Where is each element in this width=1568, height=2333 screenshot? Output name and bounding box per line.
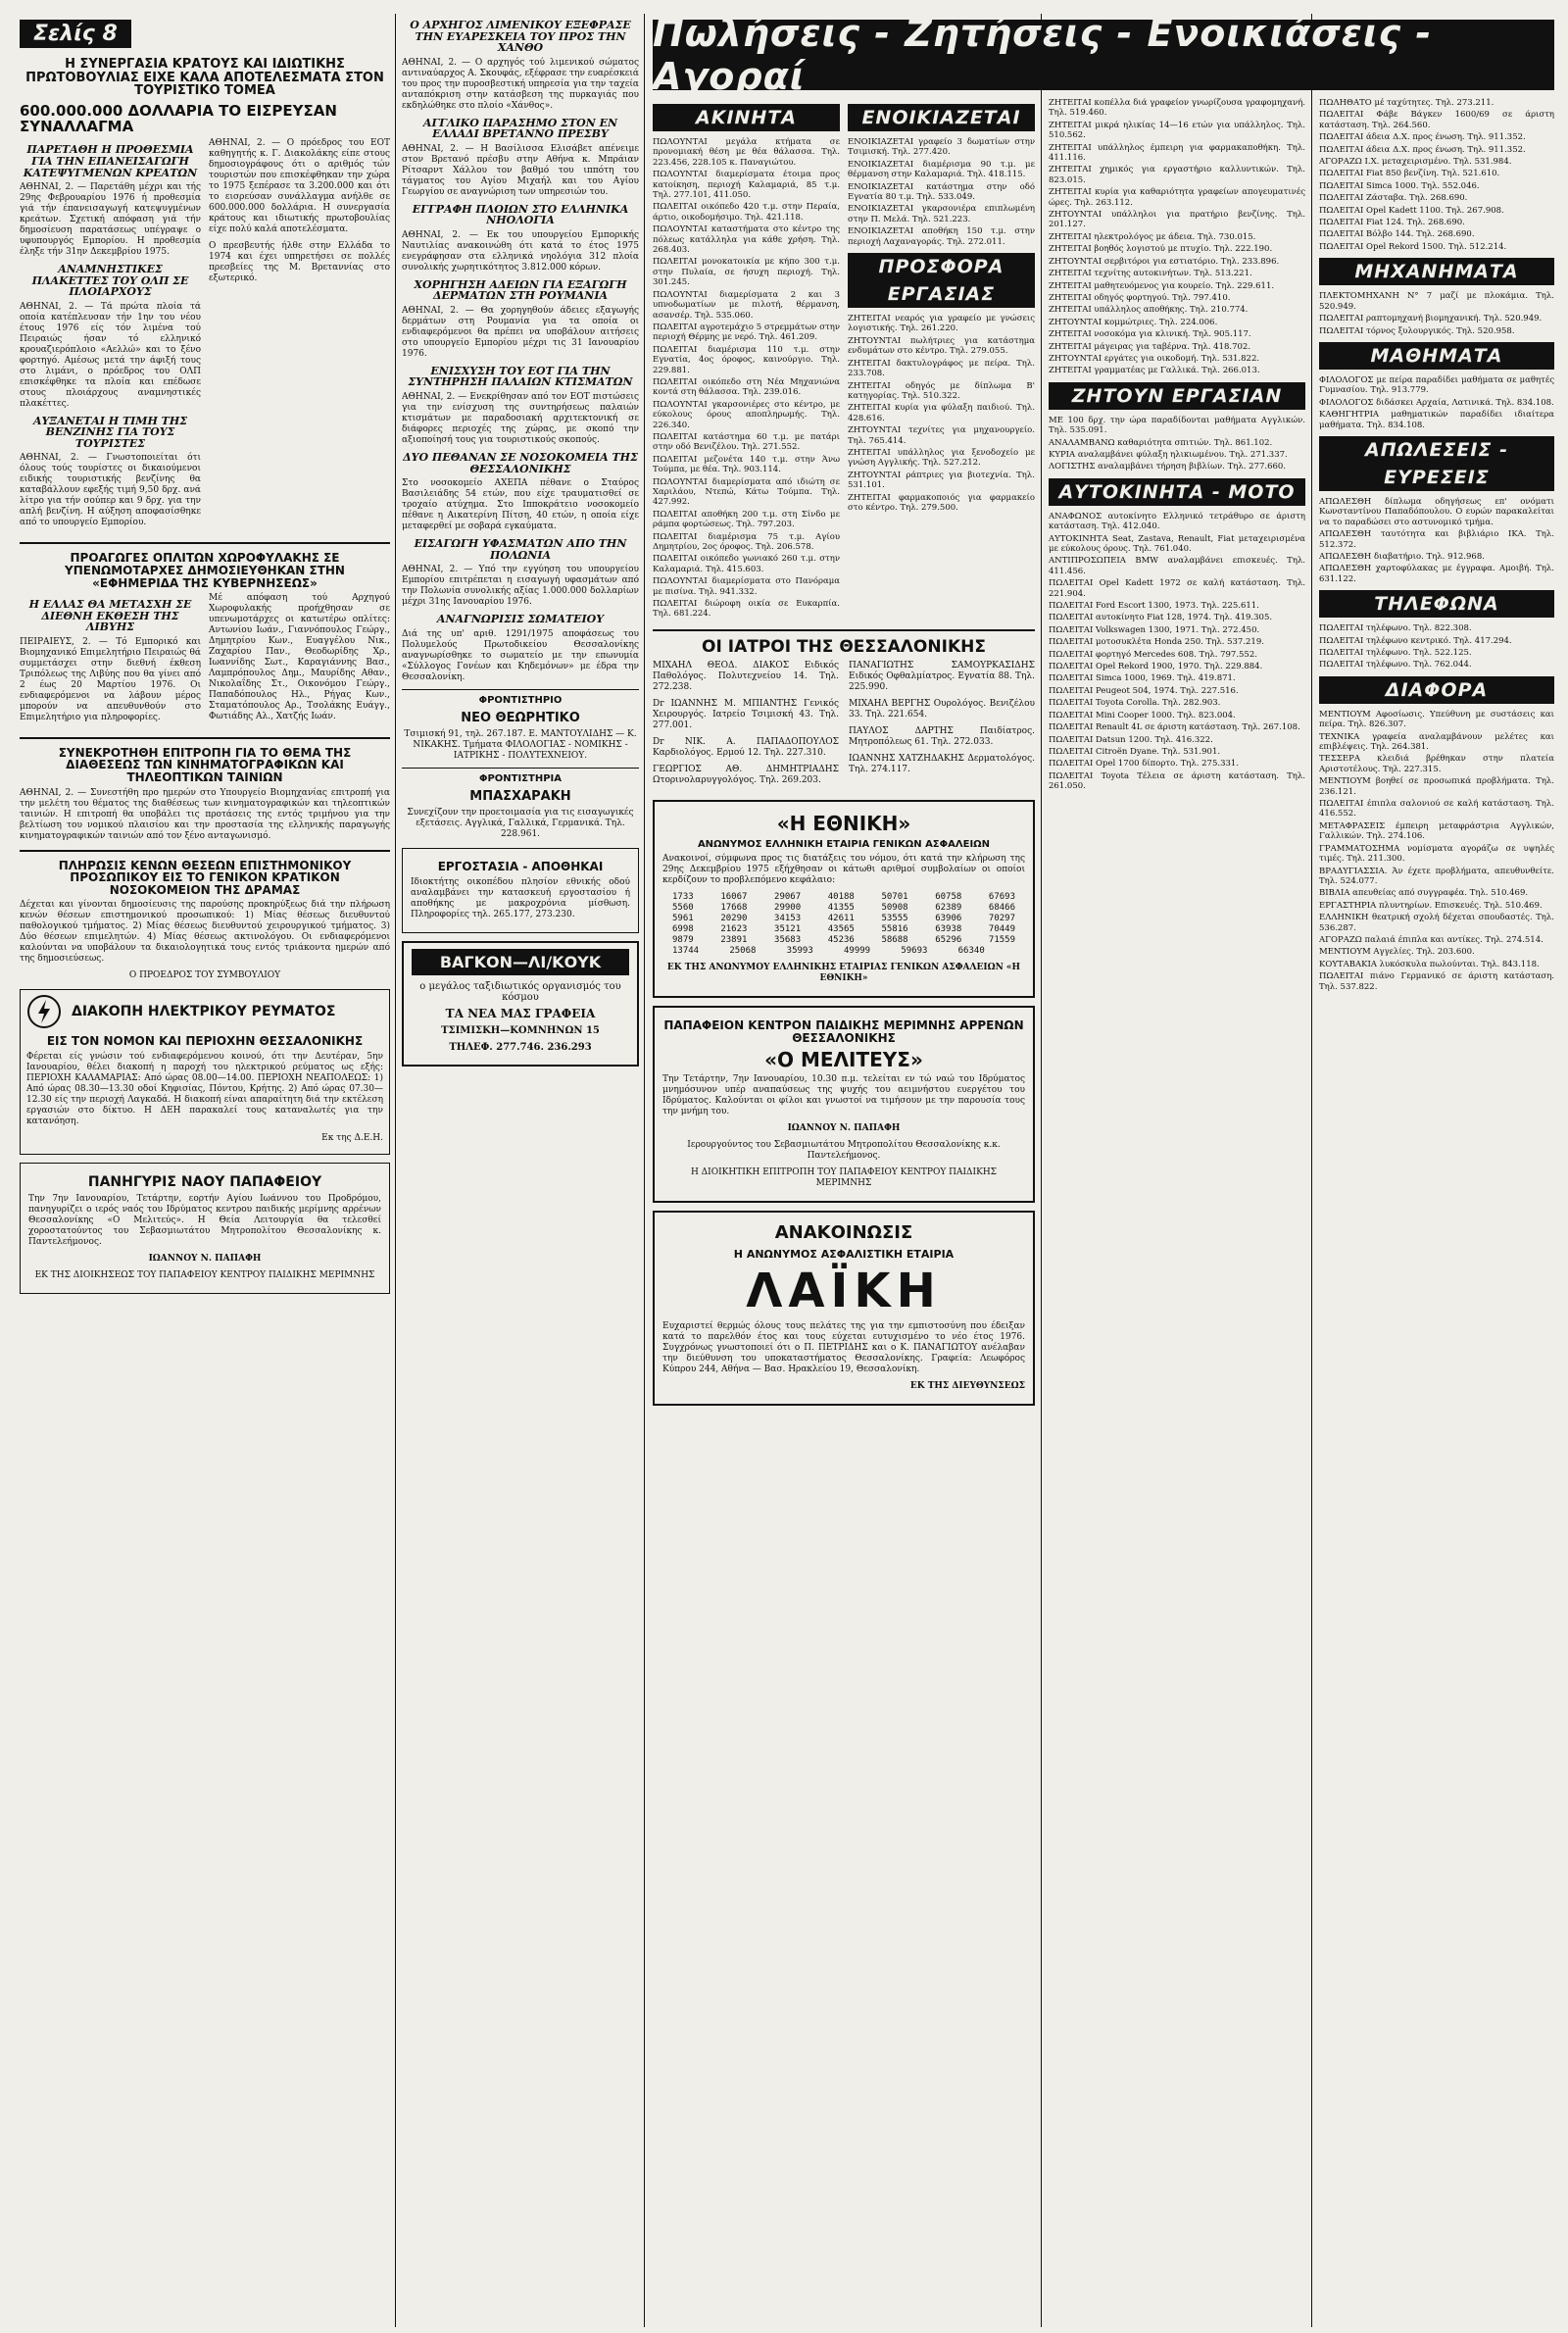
classified-ad: ΜΕΝΤΙΟΥΜ Αγγελίες. Τηλ. 203.600. [1319,947,1475,958]
classified-ad: ΠΩΛΗΘΑΤΟ μέ ταχύτητες. Τηλ. 273.211. [1319,98,1494,108]
section-header-rentals: ΕΝΟΙΚΙΑΖΕΤΑΙ [848,104,1035,131]
classified-ad: ΖΗΤΕΙΤΑΙ κυρία για φύλαξη παιδιού. Τηλ. 428.616. [848,403,1035,423]
divider [20,850,390,852]
headline-hospital-deaths: ΔΥΟ ΠΕΘΑΝΑΝ ΣΕ ΝΟΣΟΚΟΜΕΙΑ ΤΗΣ ΘΕΣΣΑΛΟΝΙΚΗΣ [403,451,638,475]
doctors-list-left [653,661,839,792]
classified-ad: ΠΩΛΕΙΤΑΙ Citroën Dyane. Τηλ. 531.901. [1049,746,1221,757]
classified-ad: ΠΩΛΕΙΤΑΙ Volkswagen 1300, 1971. Τηλ. 272.450. [1049,624,1260,635]
draw-number: 6998 [672,924,694,935]
classified-ad: ΠΩΛΟΥΝΤΑΙ διαμερίσματα στο Πανόραμα με πισίνα. Τηλ. 941.332. [653,576,840,597]
classified-ad: ΑΠΩΛΕΣΘΗ ταυτότητα και βιβλιάριο ΙΚΑ. Τηλ. 512.372. [1319,529,1554,550]
classified-ad: ΠΩΛΕΙΤΑΙ πιάνο Γερμανικό σε άριστη κατάσταση. Τηλ. 537.822. [1319,971,1554,992]
classified-ad: ΠΩΛΕΙΤΑΙ τόρνος ξυλουργικός. Τηλ. 520.958. [1319,325,1515,336]
classified-ad: ΖΗΤΕΙΤΑΙ κοπέλλα διά γραφείον γνωρίζουσα γραφομηχανή. Τηλ. 519.460. [1049,98,1305,119]
classified-ad: ΠΩΛΕΙΤΑΙ μεζονέτα 140 τ.μ. στην Άνω Τούμπα, με θέα. Τηλ. 903.114. [653,454,840,475]
classified-ad: ΤΕΣΣΕΡΑ κλειδιά βρέθηκαν στην πλατεία Αριστοτέλους. Τηλ. 227.315. [1319,754,1554,774]
classified-ad: ΜΕΤΑΦΡΑΣΕΙΣ έμπειρη μεταφράστρια Αγγλικών, Γαλλικών. Τηλ. 274.106. [1319,820,1554,842]
draw-number: 17668 [720,903,748,914]
classified-ad: ΠΩΛΕΙΤΑΙ Datsun 1200. Τηλ. 416.322. [1049,734,1213,745]
classified-ad: ΦΙΛΟΛΟΓΟΣ διδάσκει Αρχαία, Λατινικά. Τηλ. 834.108. [1319,397,1554,408]
classified-ad: ΖΗΤΕΙΤΑΙ οδηγός φορτηγού. Τηλ. 797.410. [1049,292,1231,303]
article-police-promotions: Μέ απόφαση τού Αρχηγού Χωροφυλακής προήχθησαν σε υπενωμοτάρχες οι κατωτέρω οπλίτες: Αντωνίου Ιωάν., Γιαννόπουλος Γεώργ., Δημητρίου Κων., Ευαγγέλου Νικ., Ζαχαρίου Παν., Θεοδωρίδης Χρ., Ιωαννίδης Σωτ., Καραγιάννης Βασ., Λαμπρόπουλος Δημ., Μαυρίδης Αθαν., Νικολαΐδης Στ., Οικονόμου Γεώργ., Παπαδόπουλος Ηλ., Ρήγας Κων., Σταματόπουλος Αρ., Τσολάκης Ευάγγ., Φωτιάδης Αλ., Χατζής Ιωάν. [209,593,390,722]
draw-number: 35121 [774,924,802,935]
classified-ad: ΙΩΑΝΝΗΣ ΧΑΤΖΗΔΑΚΗΣ Δερματολόγος. Τηλ. 274.117. [849,753,1035,774]
classified-ad: ΠΩΛΕΙΤΑΙ Fiat 850 βενζίνη. Τηλ. 521.610. [1319,169,1500,179]
classified-ad: ΑΠΩΛΕΣΘΗ δίπλωμα οδηγήσεως επ' ονόματι Κωνσταντίνου Παπαδόπουλου. Ο ευρών παρακαλείται να το παραδώσει στο αστυνομικό τμήμα. [1319,496,1554,527]
classified-ad: ΠΩΛΕΙΤΑΙ έπιπλα σαλονιού σε καλή κατάσταση. Τηλ. 416.552. [1319,799,1554,819]
column-news-2 [402,14,639,2319]
tutoring-2-label: ΦΡΟΝΤΙΣΤΗΡΙΑ [478,772,563,784]
classified-ad: ΠΩΛΕΙΤΑΙ Simca 1000. Τηλ. 552.046. [1319,180,1480,191]
classified-ad: ΠΩΛΕΙΤΑΙ τηλέφωνο. Τηλ. 522.125. [1319,648,1472,658]
classified-ad: ΚΥΡΙΑ αναλαμβάνει φύλαξη ηλικιωμένου. Τηλ. 271.337. [1049,449,1288,460]
classified-ad: ΖΗΤΕΙΤΑΙ κυρία για καθαριότητα γραφείων απογευματινές ώρες. Τηλ. 263.112. [1049,187,1305,208]
classified-ad: ΠΩΛΟΥΝΤΑΙ διαμερίσματα έτοιμα προς κατοίκηση, περιοχή Καλαμαριά, 85 τ.μ. Τηλ. 277.101, 411.050. [653,170,840,201]
laiki-body: Ευχαριστεί θερμώς όλους τους πελάτες της για την εμπιστοσύνη που έδειξαν κατά το παρελθόν έτος και τους εύχεται ευτυχισμένο το νέο έτος 1976. Συγχρόνως γνωστοποιεί ότι ο Π. ΠΕΤΡΙΔΗΣ και ο Κ. ΠΑΝΑΓΙΩΤΟΥ ανέλαβαν την διεύθυνση του υποκαταστήματος Θεσσαλονίκης. Γραφεία: Λεωφόρος Κύπρου 244, Αθήνα — Βασ. Ηρακλείου 19, Θεσσαλονίκη. [662,1321,1025,1375]
draw-number: 66340 [957,946,985,957]
draw-number: 35683 [774,935,802,946]
classified-ad: ΑΝΤΙΠΡΟΣΩΠΕΙΑ BMW αναλαμβάνει επισκευές. Τηλ. 411.456. [1049,556,1305,576]
classified-ad: ΠΩΛΕΙΤΑΙ Renault 4L σε άριστη κατάσταση. Τηλ. 267.108. [1049,722,1300,733]
classified-ad: ΖΗΤΟΥΝΤΑΙ εργάτες για οικοδομή. Τηλ. 531.822. [1049,353,1260,364]
classified-ad: ΠΩΛΕΙΤΑΙ Peugeot 504, 1974. Τηλ. 227.516. [1049,685,1239,696]
papafeio-memorial-footer: Η ΔΙΟΙΚΗΤΙΚΗ ΕΠΙΤΡΟΠΗ ΤΟΥ ΠΑΠΑΦΕΙΟΥ ΚΕΝΤΡΟΥ ΠΑΙΔΙΚΗΣ ΜΕΡΙΜΝΗΣ [690,1167,998,1189]
laiki-sign: ΕΚ ΤΗΣ ΔΙΕΥΘΥΝΣΕΩΣ [909,1381,1025,1392]
section-header-seeking-work: ΖΗΤΟΥΝ ΕΡΓΑΣΙΑΝ [1049,382,1305,410]
classified-ad: ΜΕΝΤΙΟΥΜ βοηθεί σε προσωπικά προβλήματα. Τηλ. 236.121. [1319,776,1554,797]
classified-ad: ΖΗΤΟΥΝΤΑΙ σερβιτόροι για εστιατόριο. Τηλ. 233.896. [1049,256,1280,267]
doctors-list-right [849,661,1035,792]
classified-ad: ΖΗΤΕΙΤΑΙ υπάλληλος για ξενοδοχείο με γνώση Αγγλικής. Τηλ. 527.212. [848,447,1035,469]
draw-number: 23891 [720,935,748,946]
column-classifieds-1 [653,98,1035,2319]
classified-ad: ΠΩΛΟΥΝΤΑΙ καταστήματα στο κέντρο της πόλεως κατάλληλα για κάθε χρήση. Τηλ. 268.403. [653,224,840,256]
laiki-heading: ΑΝΑΚΟΙΝΩΣΙΣ [774,1222,913,1244]
classified-ad: ΠΩΛΕΙΤΑΙ οικόπεδο γωνιακό 260 τ.μ. στην Καλαμαριά. Τηλ. 415.603. [653,554,840,574]
headline-poland-fabrics: ΕΙΣΑΓΩΓΗ ΥΦΑΣΜΑΤΩΝ ΑΠΟ ΤΗΝ ΠΟΛΩΝΙΑ [414,537,627,562]
classified-ad: ΖΗΤΕΙΤΑΙ οδηγός με δίπλωμα Β' κατηγορίας. Τηλ. 510.322. [848,380,1035,401]
headline-british-ambassador: ΑΓΓΛΙΚΟ ΠΑΡΑΣΗΜΟ ΣΤΟΝ ΕΝ ΕΛΛΑΔΙ ΒΡΕΤΑΝΝΟ ΠΡΕΣΒΥ [422,116,618,141]
classifieds-realestate [653,98,840,621]
classified-ad: ΑΝΑΦΩΝΟΣ αυτοκίνητο Ελληνικό τετράθυρο σε άριστη κατάσταση. Τηλ. 412.040. [1049,511,1305,532]
classified-ad: ΕΝΟΙΚΙΑΖΕΤΑΙ κατάστημα στην οδό Εγνατία 80 τ.μ. Τηλ. 533.049. [848,181,1035,203]
classified-ad: ΠΩΛΕΙΤΑΙ Βόλβο 144. Τηλ. 268.690. [1319,229,1475,240]
classified-ad: ΠΛΕΚΤΟΜΗΧΑΝΗ Ν° 7 μαζί με πλοκάμια. Τηλ. 520.949. [1319,291,1554,312]
deh-notice-body: Φέρεται είς γνώσιν τού ενδιαφερόμενου κοινού, ότι την Δευτέραν, 5ην Ιανουαρίου, θέλει διακοπή η παροχή του ηλεκτρικού ρεύματος ως εξής: ΠΕΡΙΟΧΗ ΚΑΛΑΜΑΡΙΑΣ: Από ώρας 08.00—14.00. ΠΕΡΙΟΧΗ ΝΕΑΠΟΛΕΩΣ: 1) Από ώρας 08.30—13.30 οδοί Κηφισίας, Πόντου, Κρήτης. 2) Από ώρας 07.30—12.30 είς την περιοχή Λαγκαδά. Η διακοπή είναι απαραίτητη διά την εκτέλεση εργασιών στο δίκτυο. Η ΔΕΗ παρακαλεί τους καταναλωτές για την κατανόηση. [26,1051,383,1126]
article-eot-tourism-cont: Ο πρεσβευτής ήλθε στην Ελλάδα το 1974 και έχει υπηρετήσει σε πολλές πρεσβείες της Μ. Βρεταννίας στο εξωτερικό. [209,241,390,284]
classified-ad: ΑΝΑΛΑΜΒΑΝΩ καθαριότητα σπιτιών. Τηλ. 861.102. [1049,437,1273,448]
draw-number: 60758 [935,892,962,903]
classified-ad: ΖΗΤΕΙΤΑΙ μικρά ηλικίας 14—16 ετών για υπάλληλος. Τηλ. 510.562. [1049,120,1305,141]
section-header-misc: ΔΙΑΦΟΡΑ [1319,676,1554,704]
draw-number: 67693 [988,892,1015,903]
tutoring-1-name: ΝΕΟ ΘΕΩΡΗΤΙΚΟ [461,711,580,726]
wagons-lits-title: ΒΑΓΚΟΝ—ΛΙ/ΚΟΥΚ [412,949,629,975]
page-label-text: Σελίς 8 [33,22,118,46]
classified-ad: ΠΩΛΕΙΤΑΙ άδεια Δ.Χ. προς ένωση. Τηλ. 911.352. [1319,144,1526,155]
ethniki-sign: ΕΚ ΤΗΣ ΑΝΩΝΥΜΟΥ ΕΛΛΗΝΙΚΗΣ ΕΤΑΙΡΙΑΣ ΓΕΝΙΚΩΝ ΑΣΦΑΛΕΙΩΝ «Η ΕΘΝΙΚΗ» [666,963,1021,984]
headline-libya-expo: Η ΕΛΛΑΣ ΘΑ ΜΕΤΑΣΧΗ ΣΕ ΔΙΕΘΝΗ ΕΚΘΕΣΗ ΤΗΣ ΛΙΒΥΗΣ [28,598,192,634]
deh-notice-subtitle: ΕΙΣ ΤΟΝ ΝΟΜΟΝ ΚΑΙ ΠΕΡΙΟΧΗΝ ΘΕΣΣΑΛΟΝΙΚΗΣ [46,1034,364,1049]
tutoring-1-body: Τσιμισκή 91, τηλ. 267.187. Ε. ΜΑΝΤΟΥΛΙΔΗΣ — Κ. ΝΙΚΑΚΗΣ. Τμήματα ΦΙΛΟΛΟΓΙΑΣ - ΝΟΜΙΚΗΣ - ΙΑΤΡΙΚΗΣ - ΠΟΛΥΤΕΧΝΕΙΟΥ. [404,728,637,761]
draw-number: 65296 [935,935,962,946]
classified-ad: ΠΩΛΕΙΤΑΙ Opel Kadett 1972 σε καλή κατάσταση. Τηλ. 221.904. [1049,578,1305,599]
draw-number: 45236 [827,935,855,946]
classified-ad: ΓΡΑΜΜΑΤΟΣΗΜΑ νομίσματα αγοράζω σε υψηλές τιμές. Τηλ. 211.300. [1319,843,1554,865]
draw-numbers-row [662,892,1025,903]
classified-ad: ΓΕΩΡΓΙΟΣ ΑΘ. ΔΗΜΗΤΡΙΑΔΗΣ Ωτορινολαρυγγολόγος. Τηλ. 269.203. [653,764,839,785]
classified-ad: ΠΩΛΕΙΤΑΙ τηλέφωνο κεντρικό. Τηλ. 417.294. [1319,635,1512,646]
classified-ad: ΑΓΟΡΑΖΩ παλαιά έπιπλα και αντίκες. Τηλ. 274.514. [1319,934,1544,945]
classified-ad: ΠΩΛΕΙΤΑΙ Opel Rekord 1900, 1970. Τηλ. 229.884. [1049,662,1263,672]
draw-number: 20290 [720,914,748,924]
papafeio-feast-sign: ΙΩΑΝΝΟΥ Ν. ΠΑΠΑΦΗ [148,1253,262,1264]
draw-number: 70297 [988,914,1015,924]
classified-ad: ΠΩΛΕΙΤΑΙ διώροφη οικία σε Ευκαρπία. Τηλ. 681.224. [653,599,840,620]
draw-numbers-row [662,903,1025,914]
classified-ad: ΠΑΝΑΓΙΩΤΗΣ ΣΑΜΟΥΡΚΑΣΙΔΗΣ Ειδικός Οφθαλμίατρος. Εγνατία 88. Τηλ. 225.990. [849,660,1035,692]
column-classifieds-3 [1319,98,1554,2319]
papafeio-feast-footer: ΕΚ ΤΗΣ ΔΙΟΙΚΗΣΕΩΣ ΤΟΥ ΠΑΠΑΦΕΙΟΥ ΚΕΝΤΡΟΥ ΠΑΙΔΙΚΗΣ ΜΕΡΙΜΝΗΣ [34,1269,375,1280]
article-ship-registry: ΑΘΗΝΑΙ, 2. — Εκ του υπουργείου Εμπορικής Ναυτιλίας ανακοινώθη ότι κατά το έτος 1975 ενεγράφησαν στα ελληνικά νηολόγια 312 πλοία συνολικής χωρητικότητος 3.812.000 κόρων. [402,229,639,273]
classified-ad: ΠΩΛΕΙΤΑΙ Ζάσταβα. Τηλ. 268.690. [1319,193,1468,204]
classified-ad: ΖΗΤΟΥΝΤΑΙ υπάλληλοι για πρατήριο βενζίνης. Τηλ. 201.127. [1049,210,1305,230]
classified-ad: ΠΩΛΕΙΤΑΙ διαμέρισμα 110 τ.μ. στην Εγνατία, 4ος όροφος, καινούργιο. Τηλ. 229.881. [653,344,840,375]
section-header-real-estate: ΑΚΙΝΗΤΑ [653,104,840,131]
classified-ad: ΕΝΟΙΚΙΑΖΕΤΑΙ γραφείο 3 δωματίων στην Τσιμισκή. Τηλ. 277.420. [848,137,1035,158]
tutoring-1-label: ΦΡΟΝΤΙΣΤΗΡΙΟ [478,694,563,706]
headline-petrol-price: ΑΥΞΑΝΕΤΑΙ Η ΤΙΜΗ ΤΗΣ ΒΕΝΖΙΝΗΣ ΓΙΑ ΤΟΥΣ ΤΟΥΡΙΣΤΕΣ [32,414,188,450]
classified-ad: ΠΩΛΕΙΤΑΙ Fiat 124. Τηλ. 268.690. [1319,218,1465,228]
classified-ad: ΖΗΤΕΙΤΑΙ νεαρός για γραφείο με γνώσεις λογιστικής. Τηλ. 261.220. [848,314,1035,334]
classified-ad: ΠΩΛΕΙΤΑΙ άδεια Δ.Χ. προς ένωση. Τηλ. 911.352. [1319,132,1526,143]
article-drama-hospital: Δέχεται και γίνονται δημοσίευσις της παρούσης προκηρύξεως διά την πλήρωση κενών θέσεων επιστημονικού προσωπικού: 1) Μίας θέσεως διευθυντού παθολογικού τμήματος. 2) Μίας θέσεως διευθυντού χειρουργικού τμήματος. 3) Δύο θέσεων επιμελητών. 4) Μίας θέσεως ακτινολόγου. Οι ενδιαφερόμενοι καλούνται να υποβάλουν τα δικαιολογητικά τους εντός τριάκοντα ημερών από της δημοσιεύσεως. [20,900,390,965]
ethniki-draw-numbers [662,892,1025,957]
ethniki-insurance-notice [653,800,1035,999]
papafeio-memorial-title: ΠΑΠΑΦΕΙΟΝ ΚΕΝΤΡΟΝ ΠΑΙΔΙΚΗΣ ΜΕΡΙΜΝΗΣ ΑΡΡΕΝΩΝ ΘΕΣΣΑΛΟΝΙΚΗΣ [663,1018,1024,1045]
classified-ad: ΠΩΛΕΙΤΑΙ οικόπεδο στη Νέα Μηχανιώνα κοντά στη θάλασσα. Τηλ. 239.016. [653,376,840,398]
divider [653,629,1035,631]
draw-number: 35993 [786,946,813,957]
ad-list-seeking-work [1049,416,1305,472]
classified-ad: ΖΗΤΕΙΤΑΙ μαθητευόμενος για κουρείο. Τηλ. 229.611. [1049,280,1275,291]
draw-number: 63906 [935,914,962,924]
classified-ad: ΠΩΛΟΥΝΤΑΙ διαμερίσματα 2 και 3 υπνοδωματίων με πιλοτή, θέρμανση, ασανσέρ. Τηλ. 535.060. [653,289,840,321]
article-frozen-meat: ΑΘΗΝΑΙ, 2. — Παρετάθη μέχρι και τής 29ης Φεβρουαρίου 1976 ή προθεσμία γιά τήν έπανεισαγωγή κατεψυγμένων κρεάτων. Σχετική απόφαση γιά τήν δημοσίευση παρατάσεως υπέγραψε ο υφυπουργός Εμπορίου. Η προθεσμία έληξε τήν 31ην Δεκεμβρίου 1975. [20,182,201,258]
ad-list-real-estate [653,137,840,620]
classified-ad: ΠΩΛΕΙΤΑΙ οικόπεδο 420 τ.μ. στην Περαία, άρτιο, οικοδομήσιμο. Τηλ. 421.118. [653,202,840,223]
signature-hospital: Ο ΠΡΟΕΔΡΟΣ ΤΟΥ ΣΥΜΒΟΥΛΙΟΥ [128,970,281,981]
classified-ad: ΖΗΤΟΥΝΤΑΙ πωλήτριες για κατάστημα ενδυμάτων στο κέντρο. Τηλ. 279.055. [848,335,1035,357]
draw-number: 49999 [843,946,871,957]
classified-ad: ΠΑΥΛΟΣ ΔΑΡΤΗΣ Παιδίατρος. Μητροπόλεως 61. Τηλ. 272.033. [849,725,1035,747]
draw-number: 50701 [881,892,908,903]
factories-ad [402,848,639,933]
papafeio-feast-body: Την 7ην Ιανουαρίου, Τετάρτην, εορτήν Αγίου Ιωάννου του Προδρόμου, πανηγυρίζει ο ιερός ναός του Ιδρύματος κεντρου παιδικής μερίμνης αρρένων Θεσσαλονίκης «Ο Μελιτεύς». Η Θεία Λειτουργία θα τελεσθεί χοροστατούντος του Σεβασμιωτάτου Μητροπολίτου Θεσσαλονίκης κ. Παντελεήμονος. [28,1193,381,1247]
headline-association: ΑΝΑΓΝΩΡΙΣΙΣ ΣΩΜΑΤΕΙΟΥ [436,613,605,626]
draw-number: 34153 [774,914,802,924]
headline-ship-registry: ΕΓΓΡΑΦΗ ΠΛΟΙΩΝ ΣΤΟ ΕΛΛΗΝΙΚΑ ΝΗΟΛΟΓΙΑ [412,202,629,227]
classified-ad: ΠΩΛΕΙΤΑΙ μοτοσυκλέτα Honda 250. Τηλ. 537.219. [1049,637,1264,648]
article-olp-plaques: ΑΘΗΝΑΙ, 2. — Τά πρώτα πλοία τά οποία κατέπλευσαν τήν 1ην του νέου έτους 1976 είς τόν λιμένα τού Πειραιώς ήσαν τό ελληνικό κρουαζιερόπλοιο «Αελλώ» και το ξένο φορτηγό. Αμέσως μετά την άφιξή τους στο λιμάνι, ο πρόεδρος του ΟΛΠ επισκέφθηκε τα πλοία και επέδωσε στους πλοιάρχους αναμνηστικές πλακέττες. [20,301,201,409]
classified-ad: ΠΩΛΕΙΤΑΙ φορτηγό Mercedes 608. Τηλ. 797.552. [1049,649,1257,660]
classified-ad: Dr ΝΙΚ. Α. ΠΑΠΑΔΟΠΟΥΛΟΣ Καρδιολόγος. Ερμού 12. Τηλ. 227.310. [653,736,839,758]
wagons-lits-ad [402,941,639,1067]
headline-tourism-sub: 600.000.000 ΔΟΛΛΑΡΙΑ ΤΟ ΕΙΣΡΕΥΣΑΝ ΣΥΝΑΛΛΑΓΜΑ [20,101,337,135]
tutoring-2-name: ΜΠΑΣΧΑΡΑΚΗ [469,789,571,805]
classified-ad: ΖΗΤΟΥΝΤΑΙ ράπτριες για βιοτεχνία. Τηλ. 531.101. [848,470,1035,491]
draw-number: 5961 [672,914,694,924]
deh-notice-sign: Εκ της Δ.Ε.Η. [321,1132,383,1143]
classified-ad: ΕΛΛΗΝΙΚΗ θεατρική σχολή δέχεται σπουδαστές. Τηλ. 536.287. [1319,913,1554,933]
classified-ad: ΖΗΤΟΥΝΤΑΙ κομμώτριες. Τηλ. 224.006. [1049,317,1218,327]
papafeio-feast-notice [20,1163,390,1294]
draw-number: 1733 [672,892,694,903]
ad-list-job-offers [848,314,1035,513]
classified-ad: ΠΩΛΕΙΤΑΙ ραπτομηχανή βιομηχανική. Τηλ. 520.949. [1319,314,1543,324]
draw-number: 70449 [988,924,1015,935]
classified-ad: ΠΩΛΕΙΤΑΙ κατάστημα 60 τ.μ. με πατάρι στην οδό Βενιζέλου. Τηλ. 271.552. [653,431,840,453]
column-rule [644,14,645,2327]
draw-number: 42611 [827,914,855,924]
article-film-committee: ΑΘΗΝΑΙ, 2. — Συνεστήθη προ ημερών στο Υπουργείο Βιομηχανίας επιτροπή για την μελέτη του θέματος της διαθέσεως των κινηματογραφικών και τηλεοπτικών ταινιών. Η επιτροπή θα υποβάλει τις προτάσεις της εντός τριμήνου για την βελτίωση του νομικού πλαισίου και την προστασία της ελληνικής παραγωγής κινηματογραφικών ταινιών από τον ξένο ανταγωνισμό. [20,787,390,841]
draw-number: 71559 [988,935,1015,946]
classified-ad: ΖΗΤΕΙΤΑΙ βοηθός λογιστού με πτυχίο. Τηλ. 222.190. [1049,244,1273,255]
wagons-lits-offices: ΤΑ ΝΕΑ ΜΑΣ ΓΡΑΦΕΙΑ [445,1006,596,1020]
classified-ad: ΠΩΛΕΙΤΑΙ Φάβε Βάγκεν 1600/69 σε άριστη κατάσταση. Τηλ. 264.560. [1319,110,1554,130]
article-libya-expo: ΠΕΙΡΑΙΕΥΣ, 2. — Τό Εμπορικό και Βιομηχανικό Επιμελητήριο Πειραιώς θά συμμετάσχει στην διεθνή έκθεση Τριπόλεως της Λιβύης που θα γίνει από 2 έως 20 Μαρτίου 1976. Οι ενδιαφερόμενοι να λάβουν μέρος μπορούν να απευθυνθούν στο Επιμελητήριο για πληροφορίες. [20,636,201,722]
draw-number: 53555 [881,914,908,924]
divider [402,689,639,690]
classified-ad: ΒΡΑΔΥΓΙΑΣΣΙΑ. Άν έχετε προβλήματα, απευθυνθείτε. Τηλ. 524.077. [1319,866,1554,886]
factories-ad-body: Ιδιοκτήτης οικοπέδου πλησίον εθνικής οδού αναλαμβάνει την κατασκευή εργοστασίου ή αποθήκης με μακροχρόνια μίσθωση. Πληροφορίες τηλ. 265.177, 273.230. [411,876,630,919]
classified-ad: ΖΗΤΕΙΤΑΙ ηλεκτρολόγος με άδεια. Τηλ. 730.015. [1049,231,1256,242]
divider [20,542,390,544]
classified-ad: ΦΙΛΟΛΟΓΟΣ με πείρα παραδίδει μαθήματα σε μαθητές Γυμνασίου. Τηλ. 913.779. [1319,374,1554,396]
draw-number: 55816 [881,924,908,935]
classified-ad: ΕΝΟΙΚΙΑΖΕΤΑΙ αποθήκη 150 τ.μ. στην περιοχή Λαχαναγοράς. Τηλ. 272.011. [848,226,1035,247]
draw-number: 58688 [881,935,908,946]
draw-number: 25068 [729,946,757,957]
classified-ad: ΖΗΤΕΙΤΑΙ τεχνίτης αυτοκινήτων. Τηλ. 513.221. [1049,269,1252,279]
headline-frozen-meat: ΠΑΡΕΤΑΘΗ Η ΠΡΟΘΕΣΜΙΑ ΓΙΑ ΤΗΝ ΕΠΑΝΕΙΣΑΓΩΓΗ ΚΑΤΕΨΥΓΜΕΝΩΝ ΚΡΕΑΤΩΝ [23,143,198,179]
classified-ad: ΠΩΛΕΙΤΑΙ Toyota Τέλεια σε άριστη κατάσταση. Τηλ. 261.050. [1049,770,1305,792]
draw-number: 40188 [827,892,855,903]
laiki-name: ΛΑΪΚΗ [746,1263,942,1318]
draw-number: 29900 [774,903,802,914]
deh-notice-title: ΔΙΑΚΟΠΗ ΗΛΕΚΤΡΙΚΟΥ ΡΕΥΜΑΤΟΣ [72,1003,336,1019]
headline-olp-plaques: ΑΝΑΜΝΗΣΤΙΚΕΣ ΠΛΑΚΕΤΤΕΣ ΤΟΥ ΟΛΠ ΣΕ ΠΛΟΙΑΡΧΟΥΣ [31,263,189,299]
ad-list-cars-2 [1319,98,1554,252]
draw-number: 41355 [827,903,855,914]
ad-list-telephones [1319,623,1554,670]
ad-list-cars-moto [1049,512,1305,792]
papafeio-memorial-name: «Ο ΜΕΛΙΤΕΥΣ» [764,1048,923,1072]
draw-number: 68466 [988,903,1015,914]
classified-ad: ΚΟΥΤΑΒΑΚΙΑ λυκόσκυλα πωλούνται. Τηλ. 843.118. [1319,959,1540,969]
tutoring-2-body: Συνεχίζουν την προετοιμασία για τις εισαγωγικές εξετάσεις. Αγγλικά, Γαλλικά, Γερμανικά. Τηλ. 228.961. [407,808,634,840]
classified-ad: ΖΗΤΕΙΤΑΙ μάγειρας για ταβέρνα. Τηλ. 418.702. [1049,341,1251,352]
classified-ad: ΜΙΧΑΗΛ ΘΕΟΔ. ΔΙΑΚΟΣ Ειδικός Παθολόγος. Πολυτεχνείου 14. Τηλ. 272.238. [653,660,839,692]
wagons-lits-address: ΤΣΙΜΙΣΚΗ—ΚΟΜΝΗΝΩΝ 15 [441,1024,600,1036]
classifieds-rentals-jobs [848,98,1035,621]
classified-ad: ΖΗΤΕΙΤΑΙ υπάλληλος αποθήκης. Τηλ. 210.774. [1049,305,1249,316]
classified-ad: ΠΩΛΕΙΤΑΙ διαμέρισμα 75 τ.μ. Αγίου Δημητρίου, 2ος όροφος. Τηλ. 206.578. [653,531,840,553]
papafeio-memorial-notice [653,1006,1035,1203]
ad-list-rentals [848,137,1035,247]
deh-logo-icon [26,994,62,1029]
headline-eot-buildings: ΕΝΙΣΧΥΣΗ ΤΟΥ ΕΟΤ ΓΙΑ ΤΗΝ ΣΥΝΤΗΡΗΣΗ ΠΑΛΑΙΩΝ ΚΤΙΣΜΑΤΩΝ [408,364,633,389]
headline-drama-hospital: ΠΛΗΡΩΣΙΣ ΚΕΝΩΝ ΘΕΣΕΩΝ ΕΠΙΣΤΗΜΟΝΙΚΟΥ ΠΡΟΣΩΠΙΚΟΥ ΕΙΣ ΤΟ ΓΕΝΙΚΟΝ ΚΡΑΤΙΚΟΝ ΝΟΣΟΚΟΜΕΙΟΝ ΤΗΣ ΔΡΑΜΑΣ [58,858,352,897]
section-header-lessons: ΜΑΘΗΜΑΤΑ [1319,342,1554,370]
papafeio-feast-title: ΠΑΝΗΓΥΡΙΣ ΝΑΟΥ ΠΑΠΑΦΕΙΟΥ [87,1173,322,1190]
papafeio-memorial-body: Την Τετάρτην, 7ην Ιανουαρίου, 10.30 π.μ. τελείται εν τώ ναώ του Ιδρύματος μνημόσυνον υπέρ αναπαύσεως της ψυχής του αειμνήστου ευεργέτου του Ιδρύματος. Καλούνται οι φίλοι και γνωστοί να τιμήσουν με την παρουσία τους την μνήμη του. [662,1074,1025,1117]
classified-ad: ΑΠΩΛΕΣΘΗ διαβατήριο. Τηλ. 912.968. [1319,551,1485,562]
doctors-directory [653,661,1035,792]
classified-ad: ΠΩΛΕΙΤΑΙ Mini Cooper 1000. Τηλ. 823.004. [1049,710,1236,720]
article-eot-buildings: ΑΘΗΝΑΙ, 2. — Ενεκρίθησαν από τον ΕΟΤ πιστώσεις για την ενίσχυση της συντηρήσεως παλαιών κτισμάτων με παραδοσιακή αρχιτεκτονική σε διάφορες περιοχές της χώρας, με σκοπό την αξιοποίησή τους για τουριστικούς σκοπούς. [402,392,639,446]
deh-notice [20,989,390,1155]
classified-ad: ΑΥΤΟΚΙΝΗΤΑ Seat, Zastava, Renault, Fiat μεταχειρισμένα με εύκολους όρους. Τηλ. 761.040. [1049,533,1305,554]
wagons-lits-phone: ΤΗΛΕΦ. 277.746. 236.293 [449,1041,592,1053]
column-rule [395,14,396,2327]
classified-ad: ΚΑΘΗΓΗΤΡΙΑ μαθηματικών παραδίδει ιδιαίτερα μαθήματα. Τηλ. 834.108. [1319,410,1554,430]
column-news-1 [20,14,390,2319]
classified-ad: ΜΙΧΑΗΛ ΒΕΡΓΗΣ Ουρολόγος. Βενιζέλου 33. Τηλ. 221.654. [849,698,1035,720]
draw-number: 63938 [935,924,962,935]
headline-leather-export: ΧΟΡΗΓΗΣΗ ΑΔΕΙΩΝ ΓΙΑ ΕΞΑΓΩΓΗ ΔΕΡΜΑΤΩΝ ΣΤΗ ΡΟΥΜΑΝΙΑ [414,277,627,303]
ad-list-misc [1319,710,1554,992]
divider [402,768,639,769]
classified-ad: ΠΩΛΕΙΤΑΙ Toyota Corolla. Τηλ. 282.903. [1049,698,1221,709]
section-header-cars-moto: ΑΥΤΟΚΙΝΗΤΑ - ΜΟΤΟ [1049,478,1305,506]
ad-list-lessons [1319,375,1554,430]
section-header-telephones: ΤΗΛΕΦΩΝΑ [1319,590,1554,618]
article-leather-export: ΑΘΗΝΑΙ, 2. — Θα χορηγηθούν άδειες εξαγωγής δερμάτων στη Ρουμανία για τα οποία οι ενδιαφερόμενοι θα πρέπει να υποβάλουν αιτήσεις στο υπουργείο Εμπορίου μέχρι τις 31 Ιανουαρίου 1976. [402,305,639,359]
ad-list-machinery [1319,291,1554,336]
classified-ad: ΠΩΛΕΙΤΑΙ τηλέφωνο. Τηλ. 822.308. [1319,623,1472,634]
section-header-lost-found: ΑΠΩΛΕΣΕΙΣ - ΕΥΡΕΣΕΙΣ [1319,436,1554,491]
classified-ad: ΒΙΒΛΙΑ απευθείας από συγγραφέα. Τηλ. 510.469. [1319,888,1529,899]
draw-number: 16067 [720,892,748,903]
ethniki-body: Ανακοινοί, σύμφωνα προς τις διατάξεις του νόμου, ότι κατά την κλήρωση της 29ης Δεκεμβρίου 1975 εξήχθησαν οι κάτωθι αριθμοί συμβολαίων οι οποίοι κερδίζουν το προβλεπόμενο κεφάλαιο: [662,854,1025,886]
classified-ad: ΖΗΤΕΙΤΑΙ υπάλληλος έμπειρη για φαρμακαποθήκη. Τηλ. 411.116. [1049,142,1305,164]
article-poland-fabrics: ΑΘΗΝΑΙ, 2. — Υπό την εγγύηση του υπουργείου Εμπορίου επιτρέπεται η εισαγωγή υφασμάτων από την Πολωνία συνολικής αξίας 1.000.000 δολλαρίων μέχρι 31ης Ιανουαρίου 1976. [402,565,639,608]
draw-number: 59693 [901,946,928,957]
article-hospital-deaths: Στο νοσοκομείο ΑΧΕΠΑ πέθανε ο Σταύρος Βασιλειάδης 54 ετών, που είχε τραυματισθεί σε τροχαίο ατύχημα. Στο Ιπποκράτειο νοσοκομείο πέθανε η Αικατερίνη Πίτση, 40 ετών, η οποία είχε μεταφερθεί με σοβαρά εγκαύματα. [402,478,639,532]
classified-ad: ΜΕΝΤΙΟΥΜ Αφοσίωσις. Υπεύθυνη με συστάσεις και πείρα. Τηλ. 826.307. [1319,709,1554,730]
wagons-lits-tagline: ο μεγάλος ταξιδιωτικός οργανισμός του κόσμου [419,980,621,1003]
headline-tourism: Η ΣΥΝΕΡΓΑΣΙΑ ΚΡΑΤΟΥΣ ΚΑΙ ΙΔΙΩΤΙΚΗΣ ΠΡΩΤΟΒΟΥΛΙΑΣ ΕΙΧΕ ΚΑΛΑ ΑΠΟΤΕΛΕΣΜΑΤΑ ΣΤΟΝ ΤΟΥΡΙΣΤΙΚΟ ΤΟΜΕΑ [25,57,384,99]
classified-ad: ΖΗΤΕΙΤΑΙ γραμματέας με Γαλλικά. Τηλ. 266.013. [1049,366,1260,376]
ad-list-lost-found [1319,497,1554,584]
classified-ad: ΠΩΛΕΙΤΑΙ αγροτεμάχιο 5 στρεμμάτων στην περιοχή Θέρμης με νερό. Τηλ. 461.209. [653,322,840,343]
article-coastguard: ΑΘΗΝΑΙ, 2. — Ο αρχηγός τού λιμενικού σώματος αντιναύαρχος Α. Σκουφάς, εξέφρασε την ευαρέσκειά του προς την πυροσβεστική υπηρεσία για την ταχεία ανταπόκριση στην κατάσβεση της πυρκαγιάς που εκδηλώθηκε στο πλοίο «Χάνθος». [402,57,639,111]
draw-number: 9879 [672,935,694,946]
classified-ad: ΕΡΓΑΣΤΗΡΙΑ πλυντηρίων. Επισκευές. Τηλ. 510.469. [1319,900,1543,911]
article-eot-tourism: ΑΘΗΝΑΙ, 2. — Ο πρόεδρος του ΕΟΤ καθηγητής κ. Γ. Διακολάκης είπε στους δημοσιογράφους ότι ο αριθμός τών τουριστών που επισκέφθηκαν την χώρα το 1975 ξεπέρασε τα 3.200.000 και ότι το εισρεύσαν συνάλλαγμα ανήλθε σε 600.000.000 δολλάρια. Η συνεργασία κράτους και ιδιωτικής πρωτοβουλίας είχε πολύ καλά αποτελέσματα. [209,138,390,235]
draw-number: 21623 [720,924,748,935]
laiki-insurance-notice [653,1211,1035,1406]
draw-number: 62389 [935,903,962,914]
classified-ad: ΠΩΛΕΙΤΑΙ μονοκατοικία με κήπο 300 τ.μ. στην Πυλαία, σε ήσυχη περιοχή. Τηλ. 301.245. [653,257,840,288]
classified-ad: ΠΩΛΕΙΤΑΙ Simca 1000, 1969. Τηλ. 419.871. [1049,673,1236,684]
classified-ad: ΠΩΛΕΙΤΑΙ αυτοκίνητο Fiat 128, 1974. Τηλ. 419.305. [1049,613,1273,623]
papafeio-memorial-sign: ΙΩΑΝΝΟΥ Ν. ΠΑΠΑΦΗ [787,1123,901,1134]
classified-ad: ΠΩΛΟΥΝΤΑΙ μεγάλα κτήματα σε προνομιακή θέση με θέα θάλασσα. Τηλ. 223.456, 228.105 κ. Παναγιώτου. [653,137,840,168]
article-british-ambassador: ΑΘΗΝΑΙ, 2. — Η Βασίλισσα Ελισάβετ απένειμε στον Βρετανό πρέσβυ στην Αθήνα κ. Μπράιαν Ρίτσαρντ Χάλλου τον βαθμό του ιππότη του τάγματος του Αγίου Μιχαήλ και του Αγίου Γεωργίου σε αναγνώριση των υπηρεσιών του. [402,143,639,197]
classified-ad: ΠΩΛΕΙΤΑΙ τηλέφωνο. Τηλ. 762.044. [1319,660,1472,670]
classified-ad: ΠΩΛΟΥΝΤΑΙ γκαρσονιέρες στο κέντρο, με εύκολους όρους αποπληρωμής. Τηλ. 226.340. [653,399,840,430]
classified-ad: ΖΗΤΟΥΝΤΑΙ τεχνίτες για μηχανουργείο. Τηλ. 765.414. [848,425,1035,446]
classified-ad: ΖΗΤΕΙΤΑΙ νοσοκόμα για κλινική. Τηλ. 905.117. [1049,329,1251,340]
classified-ad: ΠΩΛΕΙΤΑΙ Opel 1700 δίπορτο. Τηλ. 275.331. [1049,759,1240,769]
classified-ad: ΑΠΩΛΕΣΘΗ χαρτοφύλακας με έγγραφα. Αμοιβή. Τηλ. 631.122. [1319,564,1554,584]
page-label [20,20,131,48]
article-petrol-price: ΑΘΗΝΑΙ, 2. — Γνωστοποιείται ότι όλους τούς τουρίστες οι δικαιούμενοι ειδικής τουριστικής βενζίνης θα καταβάλλουν εφεξής τιμή 9,50 δρχ. ανά λίτρο για τήν σούπερ και 9 δρχ. για την απλή βενζίνη. Η αύξηση αποφασίσθηκε από το υπουργείο Εμπορίου. [20,453,201,528]
classified-ad: ΜΕ 100 δρχ. την ώρα παραδίδονται μαθήματα Αγγλικών. Τηλ. 535.091. [1049,415,1305,436]
section-header-job-offers: ΠΡΟΣΦΟΡΑ ΕΡΓΑΣΙΑΣ [848,253,1035,308]
draw-number: 29067 [774,892,802,903]
draw-numbers-row [662,914,1025,924]
ad-list-jobs-wanted-2 [1049,281,1305,376]
ad-list-jobs-wanted [1049,98,1305,279]
classified-ad: ΖΗΤΕΙΤΑΙ φαρμακοποιός για φαρμακείο στο κέντρο. Τηλ. 279.500. [848,492,1035,513]
ethniki-title: «Η ΕΘΝΙΚΗ» [776,811,911,835]
classified-ad: ΠΩΛΕΙΤΑΙ Opel Kadett 1100. Τηλ. 267.908. [1319,205,1504,216]
classified-ad: ΤΕΧΝΙΚΑ γραφεία αναλαμβάνουν μελέτες και επιβλέψεις. Τηλ. 264.381. [1319,731,1554,753]
column-classifieds-2 [1049,98,1305,2319]
classified-ad: ΠΩΛΕΙΤΑΙ Opel Rekord 1500. Τηλ. 512.214. [1319,241,1507,252]
divider [20,737,390,739]
draw-numbers-row [662,924,1025,935]
headline-film-committee: ΣΥΝΕΚΡΟΤΗΘΗ ΕΠΙΤΡΟΠΗ ΓΙΑ ΤΟ ΘΕΜΑ ΤΗΣ ΔΙΑΘΕΣΕΩΣ ΤΩΝ ΚΙΝΗΜΑΤΟΓΡΑΦΙΚΩΝ ΚΑΙ ΤΗΛΕΟΠΤΙΚΩΝ ΤΑΙΝΙΩΝ [58,745,352,784]
classified-ad: ΠΩΛΕΙΤΑΙ Ford Escort 1300, 1973. Τηλ. 225.611. [1049,601,1259,612]
headline-police-promotions: ΠΡΟΑΓΩΓΕΣ ΟΠΛΙΤΩΝ ΧΩΡΟΦΥΛΑΚΗΣ ΣΕ ΥΠΕΝΩΜΟΤΑΡΧΕΣ ΔΗΜΟΣΙΕΥΘΗΚΑΝ ΣΤΗΝ «ΕΦΗΜΕΡΙΔΑ ΤΗΣ ΚΥΒΕΡΝΗΣΕΩΣ» [65,551,345,590]
papafeio-memorial-body2: Ιερουργούντος του Σεβασμιωτάτου Μητροπολίτου Θεσσαλονίκης κ.κ. Παντελεήμονος. [687,1140,1001,1162]
draw-number: 13744 [672,946,700,957]
classifieds-banner [653,12,1554,98]
doctors-heading: ΟΙ ΙΑΤΡΟΙ ΤΗΣ ΘΕΣΣΑΛΟΝΙΚΗΣ [702,636,986,657]
classified-ad: ΠΩΛΕΙΤΑΙ αποθήκη 200 τ.μ. στη Σίνδο με ράμπα φορτώσεως. Τηλ. 797.203. [653,509,840,530]
factories-ad-title: ΕΡΓΟΣΤΑΣΙΑ - ΑΠΟΘΗΚΑΙ [437,860,604,874]
draw-numbers-row [662,935,1025,946]
laiki-subtitle: Η ΑΝΩΝΥΜΟΣ ΑΣΦΑΛΙΣΤΙΚΗ ΕΤΑΙΡΙΑ [733,1248,955,1262]
classified-ad: ΛΟΓΙΣΤΗΣ αναλαμβάνει τήρηση βιβλίων. Τηλ. 277.660. [1049,462,1286,472]
section-header-machinery: ΜΗΧΑΝΗΜΑΤΑ [1319,258,1554,285]
ethniki-subtitle: ΑΝΩΝΥΜΟΣ ΕΛΛΗΝΙΚΗ ΕΤΑΙΡΙΑ ΓΕΝΙΚΩΝ ΑΣΦΑΛΕΙΩΝ [697,838,991,850]
classified-ad: ΕΝΟΙΚΙΑΖΕΤΑΙ διαμέρισμα 90 τ.μ. με θέρμανση στην Καλαμαριά. Τηλ. 418.115. [848,159,1035,180]
draw-number: 50908 [881,903,908,914]
classified-ad: ΠΩΛΟΥΝΤΑΙ διαμερίσματα από ιδιώτη σε Χαριλάου, Ντεπώ, Κάτω Τούμπα. Τηλ. 427.992. [653,476,840,508]
article-association: Διά της υπ' αριθ. 1291/1975 αποφάσεως του Πολυμελούς Πρωτοδικείου Θεσσαλονίκης αναγνωρίσθηκε το σωματείο με την επωνυμία «Σύλλογος Γονέων και Κηδεμόνων» με έδρα την Θεσσαλονίκη. [402,628,639,682]
draw-number: 43565 [827,924,855,935]
banner-title: Πωλήσεις - Ζητήσεις - Ενοικιάσεις - Αγοραί [653,12,1433,98]
draw-number: 5560 [672,903,694,914]
headline-coastguard: Ο ΑΡΧΗΓΟΣ ΛΙΜΕΝΙΚΟΥ ΕΞΕΦΡΑΣΕ ΤΗΝ ΕΥΑΡΕΣΚΕΙΑ ΤΟΥ ΠΡΟΣ ΤΗΝ ΧΑΝΘΟ [410,19,631,55]
column-rule [1311,14,1312,2327]
classified-ad: ΖΗΤΕΙΤΑΙ χημικός για εργαστήριο καλλυντικών. Τηλ. 823.015. [1049,165,1305,185]
classified-ad: Dr ΙΩΑΝΝΗΣ Μ. ΜΠΙΑΝΤΗΣ Γενικός Χειρουργός. Ιατρείο Τσιμισκή 43. Τηλ. 277.001. [653,698,839,730]
classified-ad: ΑΓΟΡΑΖΩ Ι.Χ. μεταχειρισμένο. Τηλ. 531.984. [1319,157,1512,168]
classified-ad: ΖΗΤΕΙΤΑΙ δακτυλογράφος με πείρα. Τηλ. 233.708. [848,358,1035,379]
classified-ad: ΕΝΟΙΚΙΑΖΕΤΑΙ γκαρσονιέρα επιπλωμένη στην Π. Μελά. Τηλ. 521.223. [848,204,1035,224]
column-rule [1041,14,1042,2327]
draw-numbers-row [662,946,1025,957]
